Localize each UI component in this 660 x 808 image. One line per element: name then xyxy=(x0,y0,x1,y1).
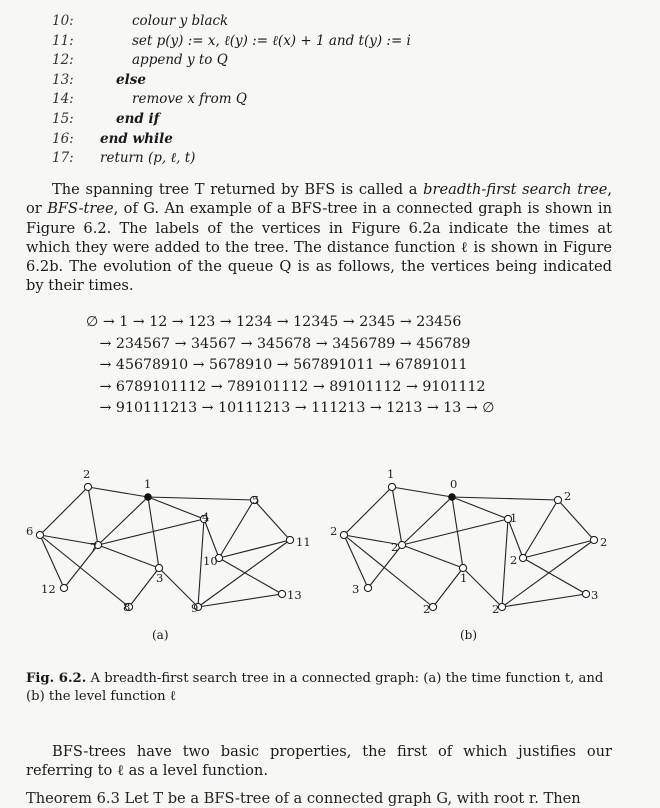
algorithm-line xyxy=(52,130,411,150)
queue-line: → 234567 → 34567 → 345678 → 3456789 → 456789 xyxy=(86,335,471,352)
line-number: 16: xyxy=(52,130,74,147)
algorithm-line xyxy=(52,90,411,110)
vertex-label: 2 xyxy=(510,553,518,567)
vertex-label: 11 xyxy=(296,535,311,549)
algorithm-line xyxy=(52,12,411,32)
keyword: end while xyxy=(100,130,173,147)
vertex-label: 5 xyxy=(252,493,260,507)
caption-text: A breadth-first search tree in a connected graph: (a) the time function t, and (b) the level function ℓ xyxy=(26,671,604,704)
vertex-label: 3 xyxy=(352,582,360,596)
vertex-label: 2 xyxy=(492,602,500,616)
vertex-label: 6 xyxy=(26,524,34,538)
vertex-label: 8 xyxy=(123,600,131,614)
algorithm-line xyxy=(52,110,411,130)
algorithm-line xyxy=(52,71,411,91)
subfigure-label-b: (b) xyxy=(460,628,478,642)
vertex-label: 2 xyxy=(330,524,338,538)
vertex-label: 9 xyxy=(191,601,199,615)
graph-a xyxy=(22,460,322,660)
vertex-label: 1 xyxy=(387,467,395,481)
vertex-label: 3 xyxy=(156,571,164,585)
queue-evolution xyxy=(86,312,495,420)
code-text: append y to Q xyxy=(132,52,228,69)
vertex-label: 3 xyxy=(591,588,599,602)
vertex-label: 2 xyxy=(564,489,572,503)
vertex-label: 1 xyxy=(144,477,152,491)
vertex-label: 2 xyxy=(423,602,431,616)
queue-line: → 910111213 → 10111213 → 111213 → 1213 → 13 → ∅ xyxy=(86,400,495,416)
vertex-label: 0 xyxy=(450,477,458,491)
vertex-label: 2 xyxy=(391,540,399,554)
text-run: The spanning tree T returned by BFS is called a xyxy=(52,181,424,198)
line-number: 11: xyxy=(52,32,74,49)
vertex-label: 7 xyxy=(90,540,98,554)
subfigure-label-a: (a) xyxy=(152,628,169,642)
queue-line: → 6789101112 → 789101112 → 89101112 → 9101112 xyxy=(86,378,486,395)
queue-line: ∅ → 1 → 12 → 123 → 1234 → 12345 → 2345 → 23456 xyxy=(86,314,462,330)
caption-label: Fig. 6.2. xyxy=(26,671,87,686)
theorem-line-cut: Theorem 6.3 Let T be a BFS-tree of a connected graph G, with root r. Then xyxy=(26,790,581,807)
algorithm-line xyxy=(52,32,411,52)
line-number: 15: xyxy=(52,110,74,127)
code-text: colour y black xyxy=(132,13,229,29)
code-text: return (p, ℓ, t) xyxy=(100,150,196,167)
vertex-label: 12 xyxy=(41,582,56,596)
code-text: remove x from Q xyxy=(132,91,247,108)
queue-line: → 45678910 → 5678910 → 567891011 → 67891011 xyxy=(86,357,468,373)
text-run: , of G. An example of a BFS-tree in a connected graph is shown in Figure 6.2. The labels of the vertices in Figure 6.2a indicate the times at which they were added to the tree. The distance function ℓ is shown in Figure 6.2b. The evolution of the queue Q is as follows, the vertices being indicated by their times. xyxy=(26,200,612,295)
figure-caption xyxy=(26,670,616,706)
vertex-label: 2 xyxy=(600,535,608,549)
vertex-label: 10 xyxy=(203,554,218,568)
line-number: 13: xyxy=(52,71,74,88)
paragraph-bfs-tree xyxy=(26,180,612,296)
paragraph-bfs-properties: BFS-trees have two basic properties, the first of which justifies our referring to ℓ as a level function. xyxy=(26,743,612,780)
vertex-label: 2 xyxy=(83,467,91,481)
algorithm-line xyxy=(52,149,411,169)
vertex-label: 4 xyxy=(202,510,210,524)
algorithm-listing xyxy=(52,12,411,169)
vertex-label: 13 xyxy=(287,588,302,602)
emphasis-term: breadth-first search tree xyxy=(423,181,608,198)
code-text: set p(y) := x, ℓ(y) := ℓ(x) + 1 and t(y) := i xyxy=(132,32,411,49)
line-number: 17: xyxy=(52,150,74,167)
algorithm-line xyxy=(52,51,411,71)
vertex-label: 1 xyxy=(460,571,468,585)
text-run: , or xyxy=(26,181,612,218)
line-number: 10: xyxy=(52,13,74,29)
emphasis-term: BFS-tree xyxy=(47,200,114,218)
line-number: 12: xyxy=(52,52,74,69)
line-number: 14: xyxy=(52,91,74,108)
keyword: else xyxy=(116,71,146,88)
keyword: end if xyxy=(116,110,160,127)
vertex-label: 1 xyxy=(510,511,518,525)
